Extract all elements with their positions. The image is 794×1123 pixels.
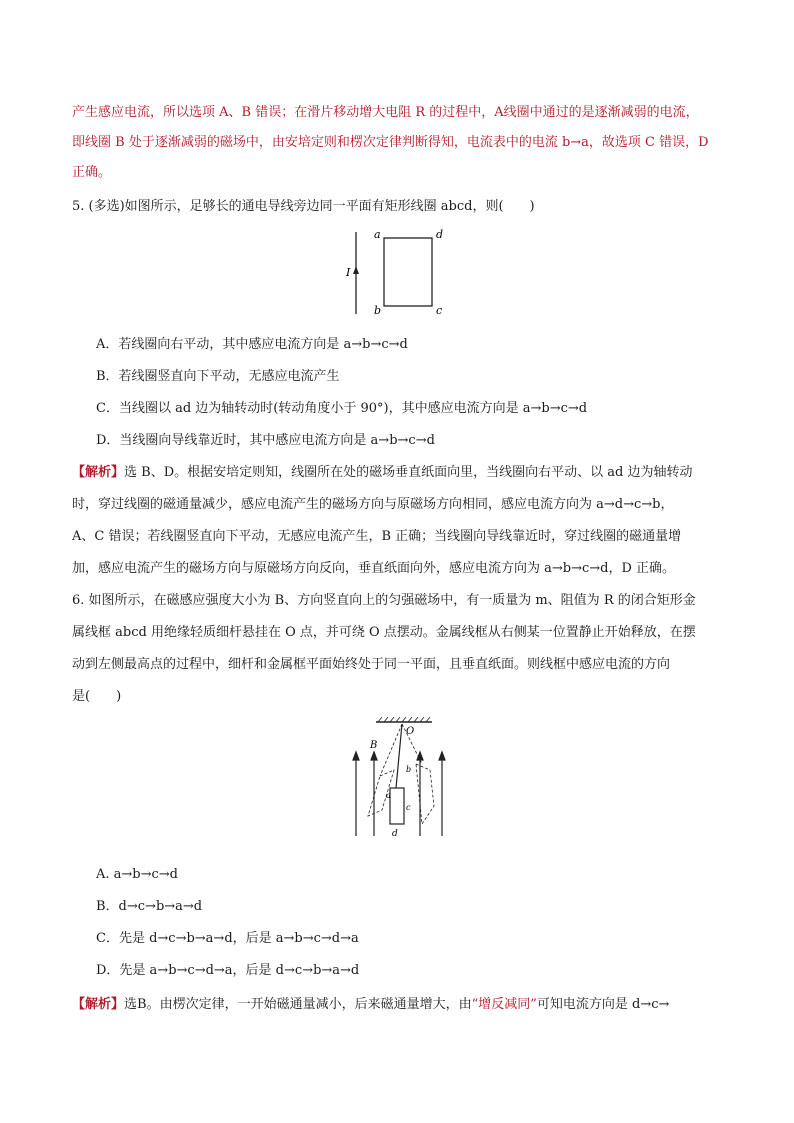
label-I: I	[346, 266, 351, 279]
explanation-6-line	[72, 996, 669, 1014]
explanation-5-line: A、C 错误；若线圈竖直向下平动，无感应电流产生，B 正确；当线圈向导线靠近时，穿过线圈的磁通量增	[72, 529, 682, 544]
explanation-text: 选B。由楞次定律，一开始磁通量减小，后来磁通量增大，由	[124, 997, 472, 1012]
current-arrow-icon	[353, 266, 359, 274]
question-6-stem: 属线框 abcd 用绝缘轻质细杆悬挂在 O 点，并可绕 O 点摆动。金属线框从右侧某一位置静止开始释放，在摆	[72, 625, 696, 640]
label-a: a	[386, 791, 391, 800]
rectangular-coil	[384, 238, 432, 306]
label-c: c	[436, 304, 443, 317]
option-5b: B．若线圈竖直向下平动，无感应电流产生	[96, 369, 340, 384]
option-5c: C．当线圈以 ad 边为轴转动时(转动角度小于 90°)，其中感应电流方向是 a→b→c→d	[96, 401, 588, 416]
question-6-stem: 6. 如图所示，在磁感应强度大小为 B、方向竖直向上的匀强磁场中，有一质量为 m、阻值为 R 的闭合矩形金	[72, 593, 696, 608]
explanation-5-line: 时，穿过线圈的磁通量减少，感应电流产生的磁场方向与原磁场方向相同，感应电流方向为 a→d→c→b，	[72, 497, 674, 512]
label-d: d	[392, 829, 398, 839]
explanation-text: 选 B、D。根据安培定则知，线圈所在处的磁场垂直纸面向里，当线圈向右平动、以 ad 边为轴转动	[124, 465, 693, 480]
explanation-quote: “增反减同”	[471, 997, 537, 1012]
question-5-stem: 5. (多选)如图所示，足够长的通电导线旁边同一平面有矩形线圈 abcd，则( )	[72, 199, 535, 214]
question-6-stem: 动到左侧最高点的过程中，细杆和金属框平面始终处于同一平面，且垂直纸面。则线框中感应电流的方向	[72, 657, 671, 672]
figure-6-pendulum-frame	[346, 714, 458, 842]
figure-5-wire-and-coil	[340, 226, 450, 318]
text-line: 即线圈 B 处于逐渐减弱的磁场中，由安培定则和楞次定律判断得知，电流表中的电流 b→a，故选项 C 错误，D	[72, 135, 709, 150]
option-6b: B．d→c→b→a→d	[96, 899, 203, 914]
explanation-tag: 【解析】	[72, 997, 125, 1012]
question-6-stem: 是( )	[72, 689, 122, 704]
option-6a: A. a→b→c→d	[96, 867, 179, 882]
explanation-text: 可知电流方向是 d→c→	[536, 997, 670, 1012]
label-b: b	[406, 765, 412, 774]
label-d: d	[436, 228, 444, 241]
explanation-5-line	[72, 464, 692, 482]
option-6c: C．先是 d→c→b→a→d，后是 a→b→c→d→a	[96, 931, 359, 946]
label-B: B	[370, 740, 378, 751]
text-line: 正确。	[72, 165, 112, 180]
ceiling-hatch	[378, 717, 430, 722]
option-5a: A．若线圈向右平动，其中感应电流方向是 a→b→c→d	[96, 337, 408, 352]
text-line: 产生感应电流，所以选项 A、B 错误；在滑片移动增大电阻 R 的过程中，A线圈中通过的是逐渐减弱的电流，	[72, 105, 699, 120]
metal-frame	[390, 788, 404, 824]
label-c: c	[406, 803, 411, 812]
option-6d: D．先是 a→b→c→d→a，后是 d→c→b→a→d	[96, 963, 360, 978]
option-5d: D．当线圈向导线靠近时，其中感应电流方向是 a→b→c→d	[96, 433, 435, 448]
label-O: O	[406, 726, 415, 737]
explanation-tag: 【解析】	[72, 465, 125, 480]
explanation-5-line: 加，感应电流产生的磁场方向与原磁场方向反向，垂直纸面向外，感应电流方向为 a→b→c→d，D 正确。	[72, 561, 676, 576]
label-b: b	[374, 304, 382, 317]
label-a: a	[374, 228, 381, 241]
